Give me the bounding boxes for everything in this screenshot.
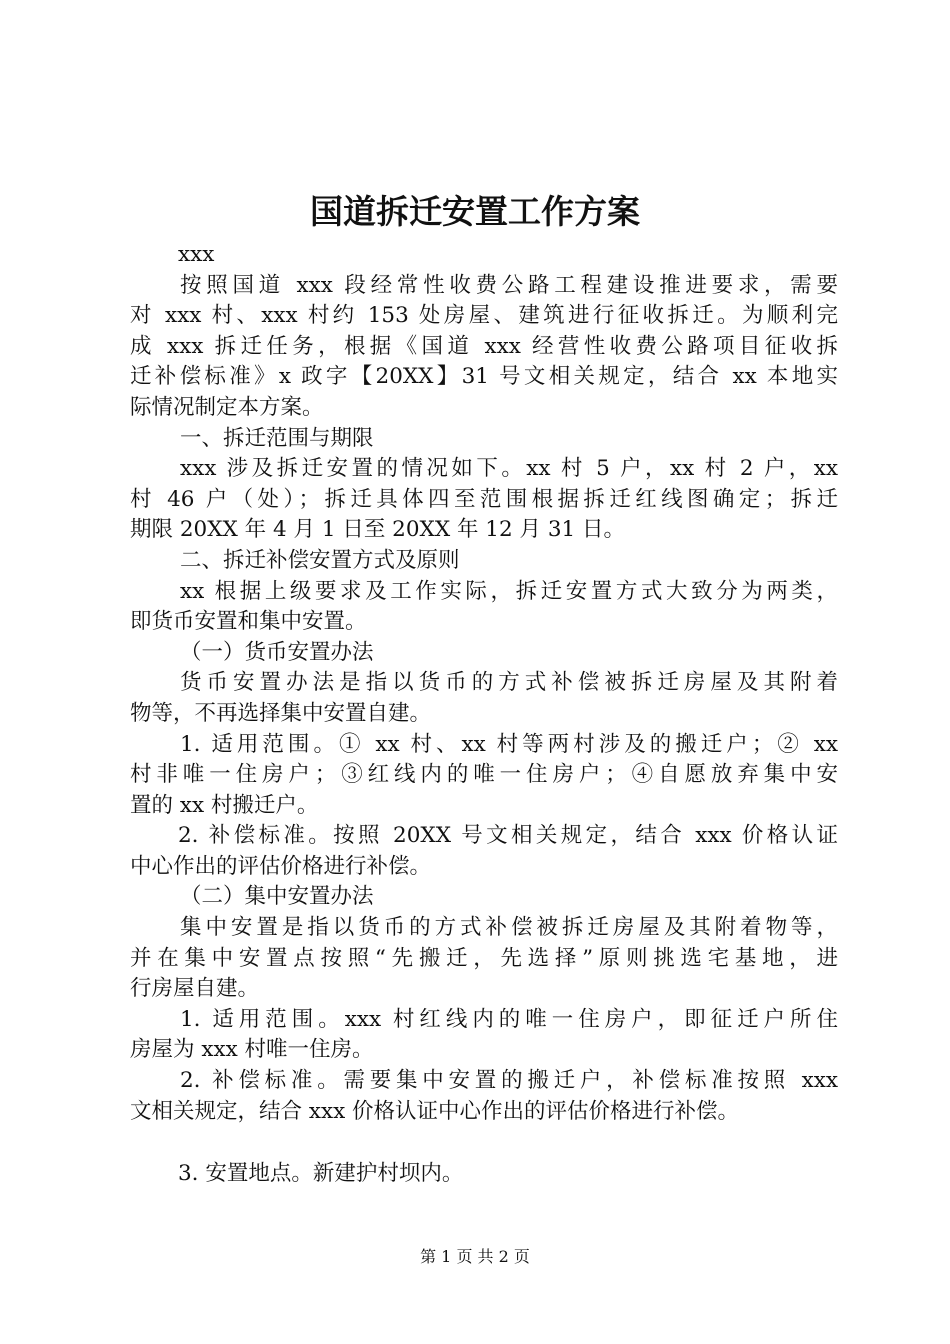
paragraph-line: 按照国道 xxx 段经常性收费公路工程建设推进要求，需要 [180, 272, 838, 298]
paragraph-line: 2. 补偿标准。需要集中安置的搬迁户，补偿标准按照 xxx [180, 1068, 838, 1094]
paragraph-line: 置的 xx 村搬迁户。 [130, 792, 319, 818]
subsection-heading: （一）货币安置办法 [180, 639, 374, 665]
paragraph-line: 物等，不再选择集中安置自建。 [130, 700, 432, 726]
paragraph-line: 村非唯一住房户；③红线内的唯一住房户；④自愿放弃集中安 [130, 762, 838, 788]
paragraph-line: 村 46 户（处）；拆迁具体四至范围根据拆迁红线图确定；拆迁 [130, 486, 838, 512]
paragraph-line: 成 xxx 拆迁任务，根据《国道 xxx 经营性收费公路项目征收拆 [130, 333, 838, 359]
paragraph-line: 并在集中安置点按照“先搬迁，先选择”原则挑选宅基地，进 [130, 945, 838, 971]
paragraph-line: 迁补偿标准》x 政字【20XX】31 号文相关规定，结合 xx 本地实 [130, 364, 838, 390]
paragraph-line: 3. 安置地点。新建护村坝内。 [178, 1161, 464, 1187]
paragraph-line: xxx [178, 242, 215, 267]
paragraph-line: 房屋为 xxx 村唯一住房。 [130, 1037, 374, 1063]
page-footer: 第 1 页 共 2 页 [420, 1247, 530, 1266]
paragraph-line: 中心作出的评估价格进行补偿。 [130, 853, 432, 879]
paragraph-line: 际情况制定本方案。 [130, 394, 324, 420]
section-heading: 一、拆迁范围与期限 [180, 425, 374, 451]
paragraph-line: 对 xxx 村、xxx 村约 153 处房屋、建筑进行征收拆迁。为顺利完 [130, 303, 838, 329]
paragraph-line: 集中安置是指以货币的方式补偿被拆迁房屋及其附着物等， [180, 915, 838, 941]
subsection-heading: （二）集中安置办法 [180, 884, 374, 910]
document-title: 国道拆迁安置工作方案 [310, 192, 640, 231]
document-body [130, 240, 838, 1190]
section-heading: 二、拆迁补偿安置方式及原则 [180, 547, 460, 573]
paragraph-gap [130, 1127, 838, 1159]
paragraph-line: 文相关规定，结合 xxx 价格认证中心作出的评估价格进行补偿。 [130, 1098, 740, 1124]
paragraph-line: 行房屋自建。 [130, 976, 260, 1002]
paragraph-line: 1. 适用范围。xxx 村红线内的唯一住房户，即征迁户所住 [180, 1006, 838, 1032]
paragraph-line: 2. 补偿标准。按照 20XX 号文相关规定，结合 xxx 价格认证 [178, 823, 838, 849]
paragraph-line: 1. 适用范围。① xx 村、xx 村等两村涉及的搬迁户；② xx [180, 731, 838, 757]
paragraph-line: xx 根据上级要求及工作实际，拆迁安置方式大致分为两类， [180, 578, 838, 604]
paragraph-line: 期限 20XX 年 4 月 1 日至 20XX 年 12 月 31 日。 [130, 517, 626, 543]
paragraph-line: xxx 涉及拆迁安置的情况如下。xx 村 5 户，xx 村 2 户，xx [180, 456, 838, 482]
paragraph-line: 货币安置办法是指以货币的方式补偿被拆迁房屋及其附着 [180, 670, 838, 696]
paragraph-line: 即货币安置和集中安置。 [130, 609, 367, 635]
